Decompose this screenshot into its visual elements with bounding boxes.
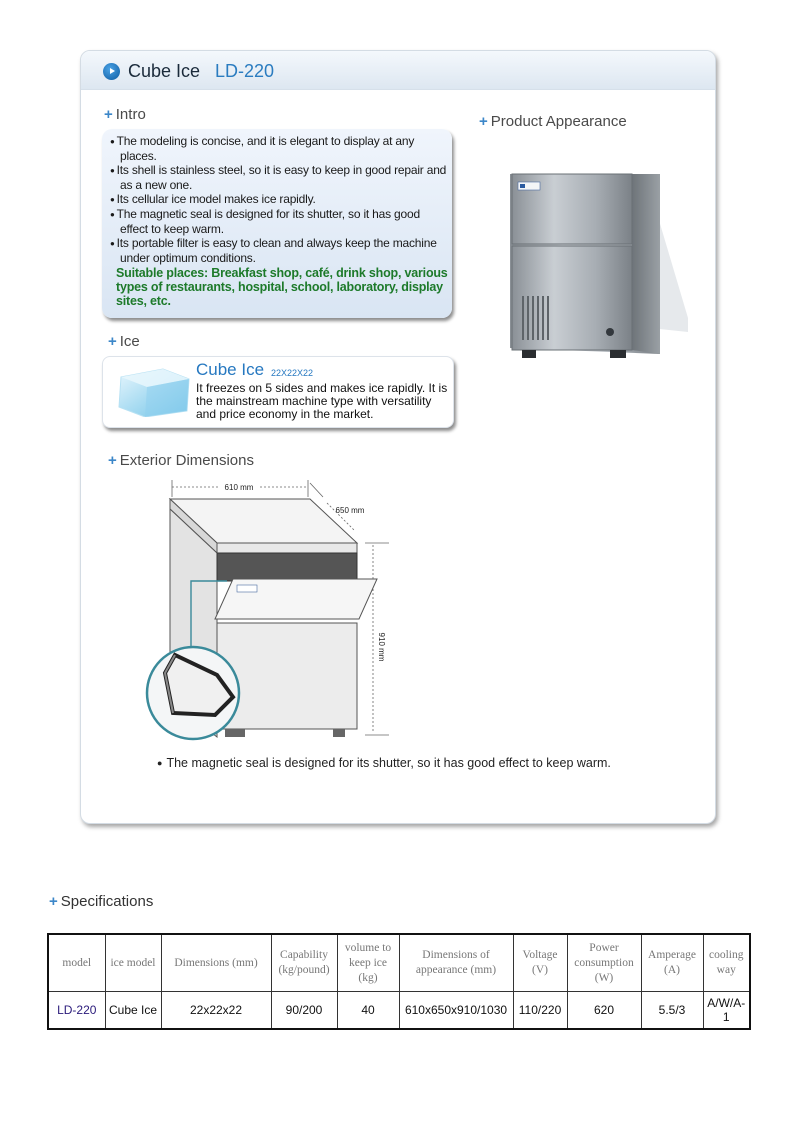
header-capability: Capability (kg/pound) — [271, 934, 337, 992]
plus-icon: + — [49, 893, 58, 910]
intro-item: ● The magnetic seal is designed for its shutter, so it has good effect to keep warm. — [110, 207, 450, 236]
header-amperage: Amperage (A) — [641, 934, 703, 992]
card-header — [81, 51, 715, 90]
cell-amperage: 5.5/3 — [641, 992, 703, 1030]
intro-item: ● Its shell is stainless steel, so it is easy to keep in good repair and as a new one. — [110, 163, 450, 192]
ice-heading — [108, 333, 140, 350]
cell-model: LD-220 — [48, 992, 105, 1030]
dimension-diagram — [145, 475, 405, 745]
spec-header-row — [48, 934, 750, 992]
header-model: model — [48, 934, 105, 992]
plus-icon: + — [108, 452, 117, 469]
ice-machine-image — [500, 168, 690, 360]
magnetic-seal-note: ● The magnetic seal is designed for its shutter, so it has good effect to keep warm. — [157, 756, 611, 770]
exterior-dimensions-heading — [108, 452, 254, 469]
table-row — [48, 992, 750, 1030]
product-title: Cube Ice — [128, 61, 201, 81]
ice-size: 22X22X22 — [271, 368, 314, 378]
header-volume: volume to keep ice (kg) — [337, 934, 399, 992]
intro-heading-label: Intro — [115, 106, 146, 123]
specifications-heading — [49, 893, 153, 910]
plus-icon: + — [104, 106, 113, 123]
intro-item: ● Its cellular ice model makes ice rapidly. — [110, 192, 450, 207]
header-ice-model: ice model — [105, 934, 161, 992]
header-dimensions: Dimensions (mm) — [161, 934, 271, 992]
suitable-places: Suitable places: Breakfast shop, café, drink shop, various types of restaurants, hospital, school, laboratory, display sites, etc. — [116, 266, 448, 308]
intro-box — [102, 129, 452, 318]
ice-heading-label: Ice — [119, 333, 140, 350]
header-power: Power consumption (W) — [567, 934, 641, 992]
exterior-dimensions-label: Exterior Dimensions — [119, 452, 254, 469]
header-appearance: Dimensions of appearance (mm) — [399, 934, 513, 992]
width-label: 610 mm — [224, 483, 254, 492]
play-bullet-icon — [103, 63, 120, 80]
ice-description: It freezes on 5 sides and makes ice rapidly. It is the mainstream machine type with versatility and price economy in the market. — [196, 381, 448, 421]
intro-list — [110, 134, 450, 265]
ice-box — [102, 356, 454, 428]
header-cooling: cooling way — [703, 934, 750, 992]
cell-appearance: 610x650x910/1030 — [399, 992, 513, 1030]
cell-dimensions: 22x22x22 — [161, 992, 271, 1030]
intro-heading — [104, 106, 146, 123]
cell-ice-model: Cube Ice — [105, 992, 161, 1030]
cell-cooling: A/W/A-1 — [703, 992, 750, 1030]
product-model: LD-220 — [215, 61, 275, 81]
spec-table — [47, 933, 751, 1030]
ice-type-title: Cube Ice — [196, 360, 265, 379]
plus-icon: + — [108, 333, 117, 350]
depth-label: 650 mm — [335, 506, 365, 515]
cell-power: 620 — [567, 992, 641, 1030]
plus-icon: + — [479, 113, 488, 130]
product-appearance-heading — [479, 113, 627, 130]
product-appearance-label: Product Appearance — [490, 113, 627, 130]
cell-capability: 90/200 — [271, 992, 337, 1030]
height-label: 910 mm — [377, 632, 386, 662]
cell-volume: 40 — [337, 992, 399, 1030]
intro-item: ● Its portable filter is easy to clean and always keep the machine under optimum conditions. — [110, 236, 450, 265]
ice-cube-icon — [117, 367, 191, 417]
specifications-label: Specifications — [60, 893, 154, 910]
header-voltage: Voltage (V) — [513, 934, 567, 992]
intro-item: ● The modeling is concise, and it is elegant to display at any places. — [110, 134, 450, 163]
cell-voltage: 110/220 — [513, 992, 567, 1030]
